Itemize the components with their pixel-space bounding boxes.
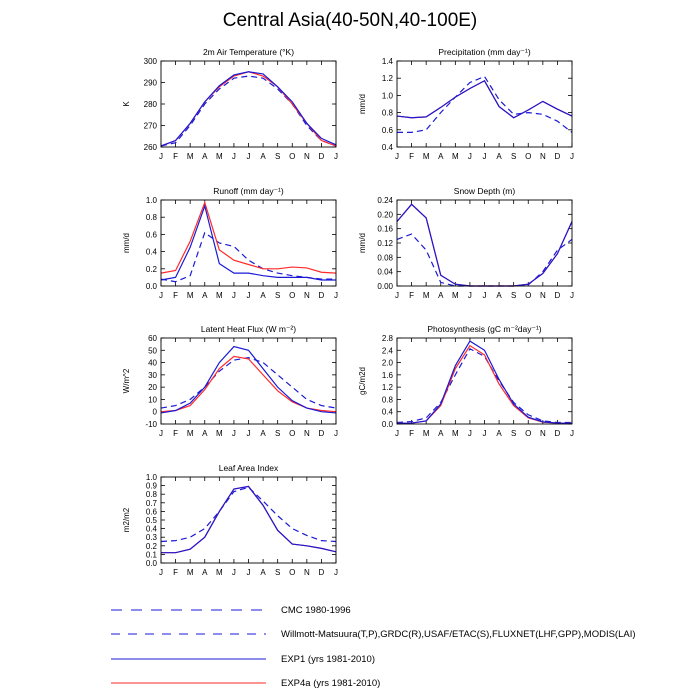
x-tick-label: A (202, 152, 208, 161)
x-tick-label: J (334, 152, 338, 161)
y-tick-label: 2.0 (381, 358, 393, 368)
x-tick-label: M (215, 568, 223, 577)
x-tick-label: D (554, 429, 561, 438)
x-tick-label: J (570, 152, 574, 161)
x-tick-label: A (260, 152, 266, 161)
y-axis-label: m2/m2 (122, 507, 131, 533)
x-tick-label: J (467, 291, 472, 300)
chart-panels (122, 47, 574, 577)
x-tick-label: F (173, 152, 179, 161)
legend-label: EXP1 (yrs 1981-2010) (281, 654, 375, 665)
x-tick-label: J (231, 429, 236, 438)
x-tick-label: M (215, 291, 223, 300)
x-tick-label: D (318, 152, 325, 161)
y-tick-label: 0.4 (145, 524, 157, 534)
x-tick-label: M (186, 152, 194, 161)
chart-panel (122, 324, 338, 438)
y-tick-label: 0.8 (145, 213, 157, 223)
x-tick-label: J (467, 152, 472, 161)
y-axis-label: mm/d (358, 233, 367, 253)
x-tick-label: N (303, 568, 310, 577)
chart-panel (358, 47, 574, 161)
y-tick-label: 20 (148, 383, 157, 393)
panel-title: Runoff (mm day⁻¹) (213, 186, 284, 196)
legend (111, 605, 636, 689)
x-tick-label: S (274, 429, 281, 438)
series-line-exp4a (397, 346, 572, 424)
x-tick-label: N (539, 429, 546, 438)
y-tick-label: 0.20 (377, 210, 393, 220)
x-tick-label: A (496, 291, 502, 300)
x-tick-label: A (438, 429, 444, 438)
y-axis-label: K (122, 101, 131, 107)
legend-item-exp1 (111, 654, 375, 665)
y-tick-label: 0.6 (145, 230, 157, 240)
x-tick-label: M (215, 429, 223, 438)
x-tick-label: O (289, 429, 296, 438)
chart-panel (358, 186, 574, 300)
series-line-exp4a (161, 356, 336, 411)
y-tick-label: 0.0 (145, 559, 157, 568)
y-tick-label: 0.8 (381, 395, 393, 405)
x-tick-label: J (159, 152, 163, 161)
x-tick-label: N (539, 152, 546, 161)
y-tick-label: 0.6 (381, 125, 393, 135)
y-tick-label: 1.6 (381, 370, 393, 380)
y-axis-label: mm/d (122, 233, 131, 253)
y-tick-label: 40 (148, 358, 157, 368)
x-tick-label: D (318, 291, 325, 300)
y-axis-label: gC/m2d (358, 366, 367, 396)
x-tick-label: F (409, 152, 415, 161)
x-tick-label: A (202, 291, 208, 300)
series-line-obs2 (161, 487, 336, 541)
legend-item-obs1 (111, 605, 351, 616)
x-tick-label: F (409, 429, 415, 438)
y-tick-label: 300 (143, 57, 157, 66)
x-tick-label: F (173, 429, 179, 438)
series-line-exp4a (397, 204, 572, 286)
y-tick-label: 0.16 (377, 224, 393, 234)
x-tick-label: N (303, 152, 310, 161)
series-line-obs2 (397, 234, 572, 286)
x-tick-label: F (409, 291, 415, 300)
x-tick-label: F (173, 291, 179, 300)
x-tick-label: O (289, 568, 296, 577)
series-line-exp1 (397, 81, 572, 118)
x-tick-label: O (525, 291, 532, 300)
series-line-exp4a (397, 81, 572, 118)
panel-frame (397, 200, 572, 286)
y-tick-label: 0.8 (381, 108, 393, 118)
chart-panel (358, 324, 574, 438)
chart-panel (122, 463, 338, 577)
y-tick-label: 0.2 (145, 541, 157, 551)
x-tick-label: J (159, 429, 163, 438)
x-tick-label: S (510, 291, 517, 300)
y-tick-label: 0.04 (377, 267, 393, 277)
y-tick-label: 0.1 (145, 550, 157, 560)
x-tick-label: J (467, 429, 472, 438)
x-tick-label: N (539, 291, 546, 300)
page-title: Central Asia(40-50N,40-100E) (222, 10, 478, 31)
series-line-exp1 (397, 341, 572, 423)
panel-frame (161, 61, 336, 147)
x-tick-label: D (554, 291, 561, 300)
x-tick-label: M (186, 429, 194, 438)
y-tick-label: 1.0 (145, 473, 157, 482)
x-tick-label: O (525, 429, 532, 438)
y-tick-label: 30 (148, 370, 157, 380)
series-line-obs2 (161, 233, 336, 282)
x-tick-label: S (274, 568, 281, 577)
x-tick-label: J (246, 568, 251, 577)
y-tick-label: 0.4 (381, 143, 393, 152)
x-tick-label: M (422, 291, 430, 300)
x-tick-label: A (260, 291, 266, 300)
x-tick-label: J (395, 429, 399, 438)
panel-title: 2m Air Temperature (°K) (202, 47, 295, 57)
y-tick-label: 0.12 (377, 239, 393, 248)
y-tick-label: 0.0 (381, 420, 393, 429)
x-tick-label: A (202, 429, 208, 438)
y-tick-label: 0.0 (145, 282, 157, 291)
y-tick-label: 0.7 (145, 498, 157, 508)
series-line-exp4a (161, 486, 336, 552)
x-tick-label: J (482, 429, 487, 438)
x-tick-label: D (318, 429, 325, 438)
x-tick-label: M (186, 568, 194, 577)
y-tick-label: 270 (143, 121, 157, 131)
x-tick-label: J (246, 152, 251, 161)
series-line-exp1 (161, 347, 336, 413)
x-tick-label: A (260, 429, 266, 438)
x-tick-label: D (318, 568, 325, 577)
y-tick-label: 0.6 (145, 507, 157, 517)
y-tick-label: 2.4 (381, 346, 393, 356)
y-tick-label: 50 (148, 346, 157, 356)
series-line-exp1 (161, 72, 336, 146)
x-tick-label: J (334, 291, 338, 300)
x-tick-label: J (231, 291, 236, 300)
series-line-obs2 (397, 76, 572, 132)
y-tick-label: 10 (148, 395, 157, 405)
x-tick-label: J (570, 291, 574, 300)
x-tick-label: F (173, 568, 179, 577)
series-line-exp4a (161, 72, 336, 146)
x-tick-label: J (231, 568, 236, 577)
y-tick-label: 1.2 (381, 383, 393, 393)
y-tick-label: 0.3 (145, 533, 157, 543)
x-tick-label: O (289, 291, 296, 300)
x-tick-label: S (510, 152, 517, 161)
x-tick-label: S (274, 291, 281, 300)
x-tick-label: A (438, 291, 444, 300)
y-tick-label: 60 (148, 334, 157, 343)
series-line-obs2 (161, 358, 336, 408)
legend-item-obs2 (111, 629, 636, 640)
y-tick-label: 0.00 (377, 282, 393, 291)
panel-frame (397, 61, 572, 147)
y-tick-label: 0.4 (381, 407, 393, 417)
y-tick-label: 0.24 (377, 196, 393, 205)
x-tick-label: M (422, 152, 430, 161)
x-tick-label: J (570, 429, 574, 438)
y-tick-label: 0.5 (145, 516, 157, 525)
x-tick-label: N (303, 429, 310, 438)
chart-panel (122, 186, 338, 300)
legend-label: EXP4a (yrs 1981-2010) (281, 678, 381, 689)
x-tick-label: J (334, 568, 338, 577)
x-tick-label: J (482, 152, 487, 161)
x-tick-label: J (395, 152, 399, 161)
series-line-obs2 (161, 76, 336, 146)
x-tick-label: J (395, 291, 399, 300)
x-tick-label: M (451, 291, 459, 300)
y-tick-label: 1.4 (381, 57, 393, 66)
series-line-exp1 (161, 486, 336, 552)
x-tick-label: A (438, 152, 444, 161)
y-axis-label: mm/d (358, 94, 367, 114)
panel-title: Latent Heat Flux (W m⁻²) (200, 324, 297, 334)
series-line-obs2 (397, 349, 572, 423)
x-tick-label: J (246, 429, 251, 438)
x-tick-label: A (496, 429, 502, 438)
legend-item-exp4a (111, 678, 380, 689)
panel-title: Precipitation (mm day⁻¹) (438, 47, 531, 57)
y-tick-label: 0.2 (145, 264, 157, 274)
x-tick-label: O (525, 152, 532, 161)
y-tick-label: 2.8 (381, 334, 393, 343)
panel-title: Photosynthesis (gC m⁻²day⁻¹) (427, 324, 542, 334)
y-tick-label: 0.8 (145, 490, 157, 500)
x-tick-label: M (451, 429, 459, 438)
y-tick-label: 0.9 (145, 481, 157, 491)
x-tick-label: A (496, 152, 502, 161)
x-tick-label: A (202, 568, 208, 577)
x-tick-label: J (159, 291, 163, 300)
x-tick-label: M (451, 152, 459, 161)
y-tick-label: 0.08 (377, 253, 393, 263)
y-tick-label: 1.0 (381, 91, 393, 101)
y-axis-label: W/m^2 (122, 368, 131, 394)
series-line-exp1 (397, 204, 572, 286)
x-tick-label: M (422, 429, 430, 438)
x-tick-label: N (303, 291, 310, 300)
y-tick-label: 0 (152, 407, 157, 417)
chart-panel (122, 47, 338, 161)
y-tick-label: 1.0 (145, 196, 157, 205)
x-tick-label: M (186, 291, 194, 300)
x-tick-label: S (274, 152, 281, 161)
legend-label: Willmott-Matsuura(T,P),GRDC(R),USAF/ETAC(S),FLUXNET(LHF,GPP),MODIS(LAI) (281, 629, 636, 640)
x-tick-label: D (554, 152, 561, 161)
y-tick-label: -10 (145, 420, 157, 429)
y-tick-label: 0.4 (145, 247, 157, 257)
x-tick-label: O (289, 152, 296, 161)
panel-title: Leaf Area Index (218, 463, 279, 473)
x-tick-label: J (231, 152, 236, 161)
x-tick-label: A (260, 568, 266, 577)
series-line-exp4a (161, 203, 336, 274)
x-tick-label: J (482, 291, 487, 300)
y-tick-label: 290 (143, 78, 157, 88)
x-tick-label: M (215, 152, 223, 161)
x-tick-label: J (334, 429, 338, 438)
panel-title: Snow Depth (m) (453, 186, 516, 196)
y-tick-label: 1.2 (381, 74, 393, 84)
y-tick-label: 280 (143, 100, 157, 109)
x-tick-label: J (159, 568, 163, 577)
legend-label: CMC 1980-1996 (281, 605, 351, 616)
x-tick-label: S (510, 429, 517, 438)
x-tick-label: J (246, 291, 251, 300)
y-tick-label: 260 (143, 143, 157, 152)
